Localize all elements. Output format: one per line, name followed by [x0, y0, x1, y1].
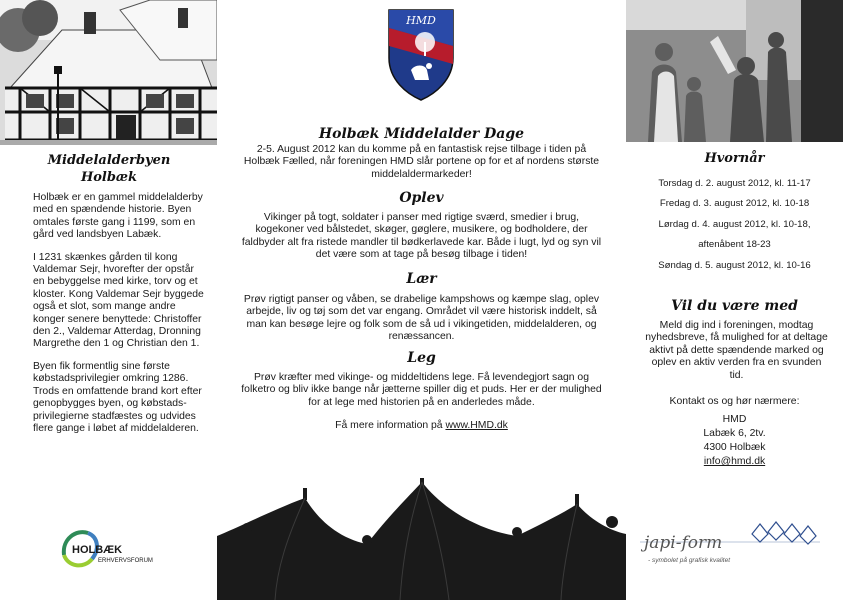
left-paragraph-3: Byen fik formentlig sine første købstadsprivilegier omkring 1286. Trods en omfattende brand kort efter genopbygges byen, og købstads-privilegierne stadfæstes og udvides flere gange i løbet af middelalderen.: [33, 360, 202, 434]
section-heading-leg: Leg: [407, 350, 436, 366]
date-saturday: Lørdag d. 4. august 2012, kl. 10-18,: [658, 219, 811, 230]
section-heading-oplev: Oplev: [399, 190, 444, 206]
holbaek-erhvervsforum-logo: [58, 525, 178, 573]
medieval-festival-crowd-photo: [626, 0, 843, 142]
contact-intro: Kontakt os og hør nærmere:: [669, 396, 800, 407]
japi-form-logo: [640, 520, 820, 570]
member-text: Meld dig ind i foreningen, modtag nyhedsbreve, få mulighed for at deltage aktivt på dette spændende marked og oplev en aktiv verden fra en svunden tid.: [645, 320, 828, 381]
center-title: Holbæk Middelalder Dage: [318, 126, 525, 142]
section-text-oplev: Vikinger på togt, soldater i panser med rigtige sværd, smedier i brug, kogekoner ved bålstedet, skøger, gøglere, musikere, og bodholdere, der faldbyder alt fra ristede mandler til bødkerlavede kar. Både i lugt, lyd og syn vil det være som at tage på besøg tilbage i tiden!: [241, 212, 602, 261]
contact-city: 4300 Holbæk: [703, 442, 766, 453]
left-panel: [0, 0, 217, 600]
hmd-crest-logo: [385, 6, 457, 102]
member-title: Vil du være med: [671, 298, 798, 314]
date-friday: Fredag d. 3. august 2012, kl. 10-18: [659, 198, 810, 209]
section-text-leg: Prøv kræfter med vikinge- og middeltidens lege. Få levendegjort sagn og folketro og bliv ikke bange når jætterne spiller dig et puds. Her er der mulighed for at lege med historien på en anderledes måde.: [241, 372, 602, 408]
right-panel: [626, 0, 843, 600]
holbaek-logo-name: HOLBÆK: [72, 544, 123, 556]
section-heading-laer: Lær: [406, 271, 437, 287]
left-title-line1: Middelalderbyen: [47, 153, 171, 168]
more-info-line: [239, 420, 604, 432]
date-thursday: Torsdag d. 2. august 2012, kl. 11-17: [658, 178, 811, 189]
contact-street: Labæk 6, 2tv.: [703, 428, 766, 439]
japi-logo-name: japi-form: [644, 533, 723, 553]
left-title-line2: Holbæk: [80, 170, 138, 185]
left-paragraph-1: Holbæk er en gammel middelalderby med en spændende historie. Byen omtales første gang i 1199, som en gård ved landsbyen Labæk.: [33, 192, 203, 241]
section-text-laer: Prøv rigtigt panser og våben, se drabelige kampshows og kæmpe slag, oplev arbejde, liv og tøj som det var engang. Området vil være historisk inddelt, så man kan besøge lejre og folk som de så ud i vikingetiden, middelalderen, og renæssancen.: [243, 294, 600, 343]
left-paragraph-2: I 1231 skænkes gården til kong Valdemar Sejr, hvorefter der opstår en bebyggelse med kirke, torv og et kloster. Kong Valdemar Sejr byggede også et slot, som mange andre konger senere benyttede: Christoffer den 2., Valdemar Atterdag, Dronning Margrethe den 1 og Christian den 1.: [33, 251, 204, 350]
left-title: [14, 152, 204, 186]
more-info-prefix: Få mere information på: [335, 420, 446, 431]
when-title: Hvornår: [704, 151, 765, 166]
contact-name: HMD: [722, 414, 747, 425]
date-sunday: Søndag d. 5. august 2012, kl. 10-16: [658, 260, 811, 271]
holbaek-logo-sub: ERHVERVSFORUM: [98, 558, 153, 564]
japi-logo-tagline: - symbolet på grafisk kvalitet: [648, 557, 731, 564]
intro-text: 2-5. August 2012 kan du komme på en fantastisk rejse tilbage i tiden på Holbæk Fælled, når foreningen HMD slår portene op for et af nordens største middelaldermarkeder!: [243, 144, 600, 180]
contact-email-link[interactable]: info@hmd.dk: [703, 456, 766, 467]
crest-text: HMD: [406, 14, 436, 27]
hmd-website-link[interactable]: www.HMD.dk: [445, 420, 508, 431]
medieval-tents-silhouette: [217, 478, 626, 600]
date-saturday-evening: aftenåbent 18-23: [698, 239, 771, 250]
left-history-text: [33, 192, 208, 445]
half-timbered-house-photo: [0, 0, 217, 145]
center-panel: [217, 0, 626, 600]
